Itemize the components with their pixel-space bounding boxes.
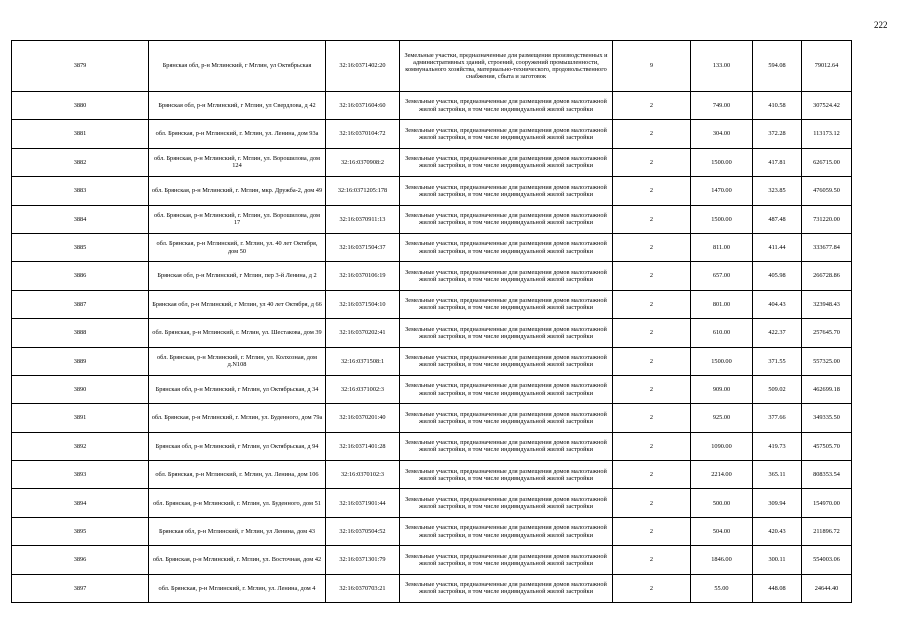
address-cell: Брянская обл, р-н Мглинский, г Мглин, ул Октябрьская, д 34 (149, 375, 326, 403)
record-number-cell: 3887 (12, 290, 149, 318)
land-use-cell: Земельные участки, предназначенные для размещения домов малоэтажной жилой застройки, в том числе индивидуальной жилой застройки (400, 375, 613, 403)
cadastral-number-cell: 32:16:0370102:3 (326, 461, 400, 489)
area-cell: 1470.00 (691, 177, 753, 205)
specific-value-cell: 487.48 (753, 205, 802, 233)
table-row (12, 375, 852, 403)
address-cell: Брянская обл, р-н Мглинский, г Мглин, ул Ленина, дом 43 (149, 517, 326, 545)
address-cell: Брянская обл, р-н Мглинский, г Мглин, ул 40 лет Октября, д 66 (149, 290, 326, 318)
land-use-cell: Земельные участки, предназначенные для размещения домов малоэтажной жилой застройки, в том числе индивидуальной жилой застройки (400, 404, 613, 432)
specific-value-cell: 404.43 (753, 290, 802, 318)
specific-value-cell: 372.28 (753, 120, 802, 148)
address-cell: обл. Брянская, р-н Мглинский, г. Мглин, ул. Шестакова, дом 39 (149, 319, 326, 347)
land-use-cell: Земельные участки, предназначенные для размещения домов малоэтажной жилой застройки, в том числе индивидуальной жилой застройки (400, 290, 613, 318)
table-row (12, 233, 852, 261)
cadastral-number-cell: 32:16:0371402:20 (326, 41, 400, 92)
area-cell: 304.00 (691, 120, 753, 148)
cadastral-value-cell: 731220.00 (802, 205, 852, 233)
group-cell: 2 (613, 546, 691, 574)
table-row (12, 432, 852, 460)
address-cell: обл. Брянская, р-н Мглинский, г. Мглин, ул. Восточная, дом 42 (149, 546, 326, 574)
record-number-cell: 3897 (12, 574, 149, 602)
cadastral-value-cell: 113173.12 (802, 120, 852, 148)
cadastral-value-cell: 808353.54 (802, 461, 852, 489)
cadastral-number-cell: 32:16:0371508:1 (326, 347, 400, 375)
record-number-cell: 3889 (12, 347, 149, 375)
land-use-cell: Земельные участки, предназначенные для размещения домов малоэтажной жилой застройки, в том числе индивидуальной жилой застройки (400, 489, 613, 517)
specific-value-cell: 410.58 (753, 92, 802, 120)
land-use-cell: Земельные участки, предназначенные для размещения домов малоэтажной жилой застройки, в том числе индивидуальной жилой застройки (400, 461, 613, 489)
group-cell: 2 (613, 517, 691, 545)
cadastral-value-cell: 626715.00 (802, 148, 852, 176)
cadastral-value-cell: 266728.86 (802, 262, 852, 290)
area-cell: 801.00 (691, 290, 753, 318)
specific-value-cell: 377.66 (753, 404, 802, 432)
table-row (12, 489, 852, 517)
cadastral-value-cell: 333677.84 (802, 233, 852, 261)
address-cell: Брянская обл, р-н Мглинский, г Мглин, ул Свердлова, д 42 (149, 92, 326, 120)
record-number-cell: 3884 (12, 205, 149, 233)
address-cell: обл. Брянская, р-н Мглинский, г. Мглин, ул. Ленина, дом 93а (149, 120, 326, 148)
specific-value-cell: 594.08 (753, 41, 802, 92)
area-cell: 500.00 (691, 489, 753, 517)
record-number-cell: 3881 (12, 120, 149, 148)
record-number-cell: 3892 (12, 432, 149, 460)
group-cell: 2 (613, 489, 691, 517)
record-number-cell: 3891 (12, 404, 149, 432)
area-cell: 133.00 (691, 41, 753, 92)
record-number-cell: 3888 (12, 319, 149, 347)
group-cell: 2 (613, 205, 691, 233)
record-number-cell: 3879 (12, 41, 149, 92)
table-row (12, 319, 852, 347)
group-cell: 2 (613, 120, 691, 148)
specific-value-cell: 309.94 (753, 489, 802, 517)
table-row (12, 262, 852, 290)
group-cell: 2 (613, 461, 691, 489)
address-cell: Брянская обл, р-н Мглинский, г Мглин, ул Октябрьская (149, 41, 326, 92)
specific-value-cell: 405.98 (753, 262, 802, 290)
table-row (12, 148, 852, 176)
group-cell: 2 (613, 319, 691, 347)
land-use-cell: Земельные участки, предназначенные для размещения домов малоэтажной жилой застройки, в том числе индивидуальной жилой застройки (400, 432, 613, 460)
land-use-cell: Земельные участки, предназначенные для размещения домов малоэтажной жилой застройки, в том числе индивидуальной жилой застройки (400, 347, 613, 375)
cadastral-value-cell: 557325.00 (802, 347, 852, 375)
group-cell: 2 (613, 290, 691, 318)
table-row (12, 404, 852, 432)
table-row (12, 92, 852, 120)
cadastral-value-cell: 24644.40 (802, 574, 852, 602)
table-row (12, 546, 852, 574)
cadastral-number-cell: 32:16:0370703:21 (326, 574, 400, 602)
land-use-cell: Земельные участки, предназначенные для размещения домов малоэтажной жилой застройки, в том числе индивидуальной жилой застройки (400, 205, 613, 233)
specific-value-cell: 300.11 (753, 546, 802, 574)
area-cell: 504.00 (691, 517, 753, 545)
specific-value-cell: 509.02 (753, 375, 802, 403)
address-cell: обл. Брянская, р-н Мглинский, г. Мглин, ул. Буденного, дом 79а (149, 404, 326, 432)
area-cell: 909.00 (691, 375, 753, 403)
cadastral-value-cell: 554003.06 (802, 546, 852, 574)
record-number-cell: 3890 (12, 375, 149, 403)
table-row (12, 461, 852, 489)
record-number-cell: 3894 (12, 489, 149, 517)
specific-value-cell: 371.55 (753, 347, 802, 375)
area-cell: 1500.00 (691, 148, 753, 176)
cadastral-value-cell: 323948.43 (802, 290, 852, 318)
group-cell: 2 (613, 432, 691, 460)
land-use-cell: Земельные участки, предназначенные для размещения домов малоэтажной жилой застройки, в том числе индивидуальной жилой застройки (400, 262, 613, 290)
land-use-cell: Земельные участки, предназначенные для размещения домов малоэтажной жилой застройки, в том числе индивидуальной жилой застройки (400, 319, 613, 347)
cadastral-number-cell: 32:16:0370202:41 (326, 319, 400, 347)
group-cell: 9 (613, 41, 691, 92)
specific-value-cell: 417.81 (753, 148, 802, 176)
area-cell: 657.00 (691, 262, 753, 290)
table-row (12, 347, 852, 375)
group-cell: 2 (613, 262, 691, 290)
table-row (12, 41, 852, 92)
group-cell: 2 (613, 404, 691, 432)
land-use-cell: Земельные участки, предназначенные для размещения домов малоэтажной жилой застройки, в том числе индивидуальной жилой застройки (400, 546, 613, 574)
cadastral-number-cell: 32:16:0371604:60 (326, 92, 400, 120)
land-use-cell: Земельные участки, предназначенные для размещения домов малоэтажной жилой застройки, в том числе индивидуальной жилой застройки (400, 92, 613, 120)
specific-value-cell: 365.11 (753, 461, 802, 489)
group-cell: 2 (613, 92, 691, 120)
land-use-cell: Земельные участки, предназначенные для размещения домов малоэтажной жилой застройки, в том числе индивидуальной жилой застройки (400, 574, 613, 602)
cadastral-number-cell: 32:16:0370908:2 (326, 148, 400, 176)
cadastral-number-cell: 32:16:0371901:44 (326, 489, 400, 517)
land-use-cell: Земельные участки, предназначенные для размещения домов малоэтажной жилой застройки, в том числе индивидуальной жилой застройки (400, 233, 613, 261)
address-cell: обл. Брянская, р-н Мглинский, г. Мглин, мкр. Дружба-2, дом 49 (149, 177, 326, 205)
table-row (12, 120, 852, 148)
record-number-cell: 3886 (12, 262, 149, 290)
address-cell: обл. Брянская, р-н Мглинский, г. Мглин, ул. Ленина, дом 4 (149, 574, 326, 602)
cadastral-number-cell: 32:16:0371002:3 (326, 375, 400, 403)
group-cell: 2 (613, 574, 691, 602)
cadastral-number-cell: 32:16:0370504:52 (326, 517, 400, 545)
area-cell: 1500.00 (691, 205, 753, 233)
area-cell: 1846.00 (691, 546, 753, 574)
cadastral-number-cell: 32:16:0371504:10 (326, 290, 400, 318)
cadastral-value-cell: 457505.70 (802, 432, 852, 460)
cadastral-number-cell: 32:16:0370911:13 (326, 205, 400, 233)
cadastral-value-cell: 257645.70 (802, 319, 852, 347)
cadastral-value-cell: 211896.72 (802, 517, 852, 545)
cadastral-value-cell: 307524.42 (802, 92, 852, 120)
cadastral-number-cell: 32:16:0370106:19 (326, 262, 400, 290)
cadastral-value-cell: 154970.00 (802, 489, 852, 517)
record-number-cell: 3885 (12, 233, 149, 261)
land-use-cell: Земельные участки, предназначенные для размещения домов малоэтажной жилой застройки, в том числе индивидуальной жилой застройки (400, 177, 613, 205)
record-number-cell: 3896 (12, 546, 149, 574)
cadastral-value-table (11, 40, 852, 603)
address-cell: Брянская обл, р-н Мглинский, г Мглин, ул Октябрьская, д 94 (149, 432, 326, 460)
specific-value-cell: 411.44 (753, 233, 802, 261)
cadastral-number-cell: 32:16:0370104:72 (326, 120, 400, 148)
address-cell: обл. Брянская, р-н Мглинский, г. Мглин, ул. Ворошилова, дом 124 (149, 148, 326, 176)
cadastral-value-cell: 476059.50 (802, 177, 852, 205)
table-row (12, 574, 852, 602)
address-cell: обл. Брянская, р-н Мглинский, г. Мглин, ул. Ворошилова, дом 17 (149, 205, 326, 233)
address-cell: обл. Брянская, р-н Мглинский, г. Мглин, ул. Ленина, дом 106 (149, 461, 326, 489)
specific-value-cell: 420.43 (753, 517, 802, 545)
specific-value-cell: 323.85 (753, 177, 802, 205)
cadastral-value-cell: 349335.50 (802, 404, 852, 432)
group-cell: 2 (613, 148, 691, 176)
group-cell: 2 (613, 177, 691, 205)
table-row (12, 290, 852, 318)
address-cell: Брянская обл, р-н Мглинский, г Мглин, пер 3-й Ленина, д 2 (149, 262, 326, 290)
specific-value-cell: 422.37 (753, 319, 802, 347)
table-row (12, 205, 852, 233)
cadastral-value-cell: 79012.64 (802, 41, 852, 92)
address-cell: обл. Брянская, р-н Мглинский, г. Мглин, ул. 40 лет Октября, дом 50 (149, 233, 326, 261)
record-number-cell: 3882 (12, 148, 149, 176)
table-row (12, 177, 852, 205)
land-use-cell: Земельные участки, предназначенные для размещения производственных и административных зданий, строений, сооружений промышленности, коммунального хозяйства, материально-технического, продовольственного снабжения, сбыта и заготовок (400, 41, 613, 92)
group-cell: 2 (613, 347, 691, 375)
area-cell: 1090.00 (691, 432, 753, 460)
cadastral-number-cell: 32:16:0371504:37 (326, 233, 400, 261)
land-use-cell: Земельные участки, предназначенные для размещения домов малоэтажной жилой застройки, в том числе индивидуальной жилой застройки (400, 517, 613, 545)
area-cell: 1500.00 (691, 347, 753, 375)
area-cell: 610.00 (691, 319, 753, 347)
record-number-cell: 3883 (12, 177, 149, 205)
record-number-cell: 3895 (12, 517, 149, 545)
area-cell: 2214.00 (691, 461, 753, 489)
specific-value-cell: 448.08 (753, 574, 802, 602)
record-number-cell: 3880 (12, 92, 149, 120)
table-body (12, 41, 852, 603)
cadastral-number-cell: 32:16:0371301:79 (326, 546, 400, 574)
page-number: 222 (874, 20, 888, 30)
specific-value-cell: 419.73 (753, 432, 802, 460)
area-cell: 55.00 (691, 574, 753, 602)
land-use-cell: Земельные участки, предназначенные для размещения домов малоэтажной жилой застройки, в том числе индивидуальной жилой застройки (400, 120, 613, 148)
area-cell: 811.00 (691, 233, 753, 261)
record-number-cell: 3893 (12, 461, 149, 489)
land-use-cell: Земельные участки, предназначенные для размещения домов малоэтажной жилой застройки, в том числе индивидуальной жилой застройки (400, 148, 613, 176)
cadastral-number-cell: 32:16:0371205:178 (326, 177, 400, 205)
table-row (12, 517, 852, 545)
cadastral-value-cell: 462699.18 (802, 375, 852, 403)
address-cell: обл. Брянская, р-н Мглинский, г. Мглин, ул. Колхозная, дом д.N108 (149, 347, 326, 375)
group-cell: 2 (613, 375, 691, 403)
area-cell: 749.00 (691, 92, 753, 120)
cadastral-number-cell: 32:16:0370201:40 (326, 404, 400, 432)
group-cell: 2 (613, 233, 691, 261)
area-cell: 925.00 (691, 404, 753, 432)
address-cell: обл. Брянская, р-н Мглинский, г. Мглин, ул. Буденного, дом 51 (149, 489, 326, 517)
cadastral-number-cell: 32:16:0371401:28 (326, 432, 400, 460)
